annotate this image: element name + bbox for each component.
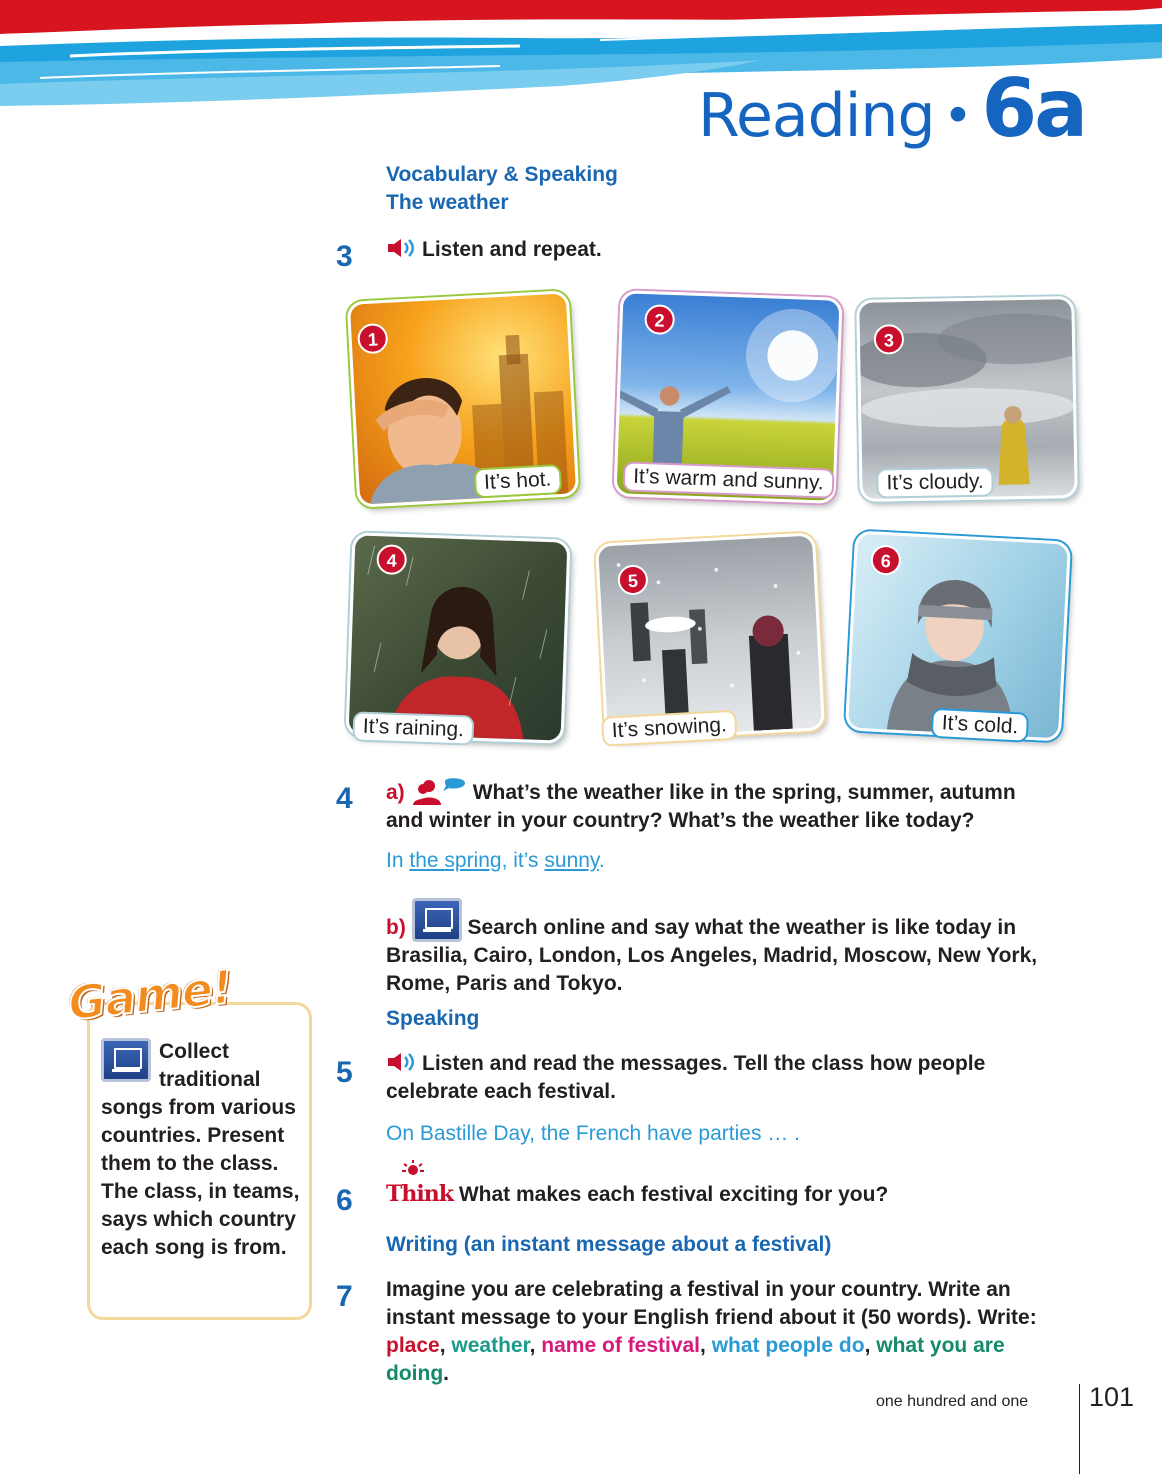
- heading-vocabulary-speaking: Vocabulary & Speaking: [386, 163, 618, 186]
- model-4a-prefix: In: [386, 849, 410, 872]
- exercise-4b-line2: Brasilia, Cairo, London, Los Angeles, Madrid, Moscow, New York,: [386, 944, 1038, 967]
- keyword-place: place: [386, 1334, 440, 1357]
- exercise-number-5: 5: [336, 1056, 353, 1089]
- weather-photo-cold: [845, 530, 1071, 741]
- title-word: Reading: [698, 81, 935, 151]
- exercise-7-instruction: [386, 1276, 1066, 1388]
- page-number: 101: [1089, 1382, 1135, 1412]
- exercise-7-line4: [386, 1360, 1066, 1388]
- exercise-6-instruction: [386, 1180, 1066, 1209]
- exercise-4a: [386, 777, 1066, 835]
- game-text: Collect traditional songs from various countries. Present them to the class. The class, in teams, says which country each song is from.: [101, 1040, 300, 1259]
- exercise-4a-line1: What’s the weather like in the spring, summer, autumn: [472, 781, 1016, 804]
- photo-badge-3: 3: [874, 324, 905, 355]
- think-word: Think: [386, 1181, 453, 1207]
- end-period: .: [443, 1362, 449, 1385]
- exercise-4b: [386, 898, 1066, 998]
- computer-icon: [101, 1038, 151, 1082]
- photo-caption-2: It’s warm and sunny.: [623, 461, 835, 498]
- model-answer-5: On Bastille Day, the French have parties … .: [386, 1122, 800, 1145]
- photo-badge-1: 1: [357, 323, 389, 355]
- exercise-number-3: 3: [336, 240, 353, 273]
- model-4a-weather: sunny: [544, 849, 599, 872]
- photo-badge-5: 5: [617, 564, 649, 596]
- game-title: Game!: [65, 959, 235, 1031]
- photo-caption-3: It’s cloudy.: [876, 467, 994, 499]
- page-title: [698, 62, 1086, 155]
- page-number-words: one hundred and one: [876, 1393, 1029, 1410]
- exercise-number-4: 4: [336, 782, 353, 815]
- unit-number: 6a: [981, 62, 1086, 155]
- photo-caption-1: It’s hot.: [473, 464, 562, 499]
- sub-letter-b: b): [386, 916, 406, 939]
- separator: ,: [529, 1334, 536, 1357]
- exercise-7-line2: instant message to your English friend about it (50 words). Write:: [386, 1306, 1037, 1329]
- exercise-5-line1: Listen and read the messages. Tell the class how people: [422, 1052, 986, 1075]
- exercise-3-instruction: [386, 236, 1066, 264]
- keyword-doing-2: doing: [386, 1362, 444, 1385]
- photo-caption-6: It’s cold.: [931, 708, 1029, 743]
- exercise-7-keywords-line: [386, 1332, 1066, 1360]
- listen-repeat-text: Listen and repeat.: [422, 238, 602, 261]
- heading-speaking: Speaking: [386, 1007, 480, 1030]
- weather-photo-snowing: [595, 532, 825, 741]
- think-label: [386, 1180, 453, 1208]
- audio-speaker-icon[interactable]: [386, 237, 416, 259]
- keyword-doing-1: what you are: [876, 1334, 1005, 1357]
- footer-divider: [1079, 1384, 1080, 1474]
- keyword-festival: name of festival: [541, 1334, 701, 1357]
- section-heading-vocabulary: [386, 161, 618, 217]
- separator: ,: [700, 1334, 706, 1357]
- weather-photo-cloudy: [856, 296, 1077, 502]
- pairwork-icon: [411, 777, 467, 805]
- keyword-weather: weather: [451, 1334, 530, 1357]
- game-text-block: [101, 1038, 301, 1262]
- weather-photo-raining: [346, 532, 571, 743]
- model-answer-4a: [386, 849, 605, 873]
- exercise-4b-line1: Search online and say what the weather is like today in: [467, 916, 1017, 939]
- lightbulb-icon: [400, 1158, 426, 1180]
- exercise-5-instruction: [386, 1050, 1066, 1106]
- exercise-number-6: 6: [336, 1184, 353, 1217]
- keyword-people: what people do: [711, 1334, 865, 1357]
- exercise-5-line2: celebrate each festival.: [386, 1080, 616, 1103]
- internet-search-icon: [412, 898, 462, 942]
- photo-caption-4: It’s raining.: [352, 711, 474, 745]
- photo-caption-5: It’s snowing.: [601, 710, 738, 747]
- exercise-number-7: 7: [336, 1280, 353, 1313]
- title-bullet: •: [948, 84, 968, 144]
- model-4a-end: .: [598, 849, 605, 872]
- sub-letter-a: a): [386, 781, 405, 804]
- photo-badge-6: 6: [870, 544, 902, 576]
- model-4a-season: the spring: [409, 849, 502, 872]
- exercise-6-text: What makes each festival exciting for you?: [458, 1183, 889, 1206]
- exercise-7-line1: Imagine you are celebrating a festival in your country. Write an: [386, 1278, 1011, 1301]
- exercise-4a-line2: and winter in your country? What’s the weather like today?: [386, 809, 975, 832]
- separator: ,: [864, 1334, 871, 1357]
- photo-badge-2: 2: [644, 304, 675, 335]
- weather-photo-hot: [347, 290, 579, 507]
- separator: ,: [439, 1334, 446, 1357]
- exercise-4b-line3: Rome, Paris and Tokyo.: [386, 972, 623, 995]
- audio-speaker-icon[interactable]: [386, 1051, 416, 1073]
- weather-photo-warm-sunny: [613, 290, 842, 504]
- model-4a-mid: , it’s: [501, 849, 545, 872]
- heading-the-weather: The weather: [386, 191, 509, 214]
- photo-badge-4: 4: [376, 544, 407, 575]
- heading-writing: Writing (an instant message about a festival): [386, 1233, 832, 1256]
